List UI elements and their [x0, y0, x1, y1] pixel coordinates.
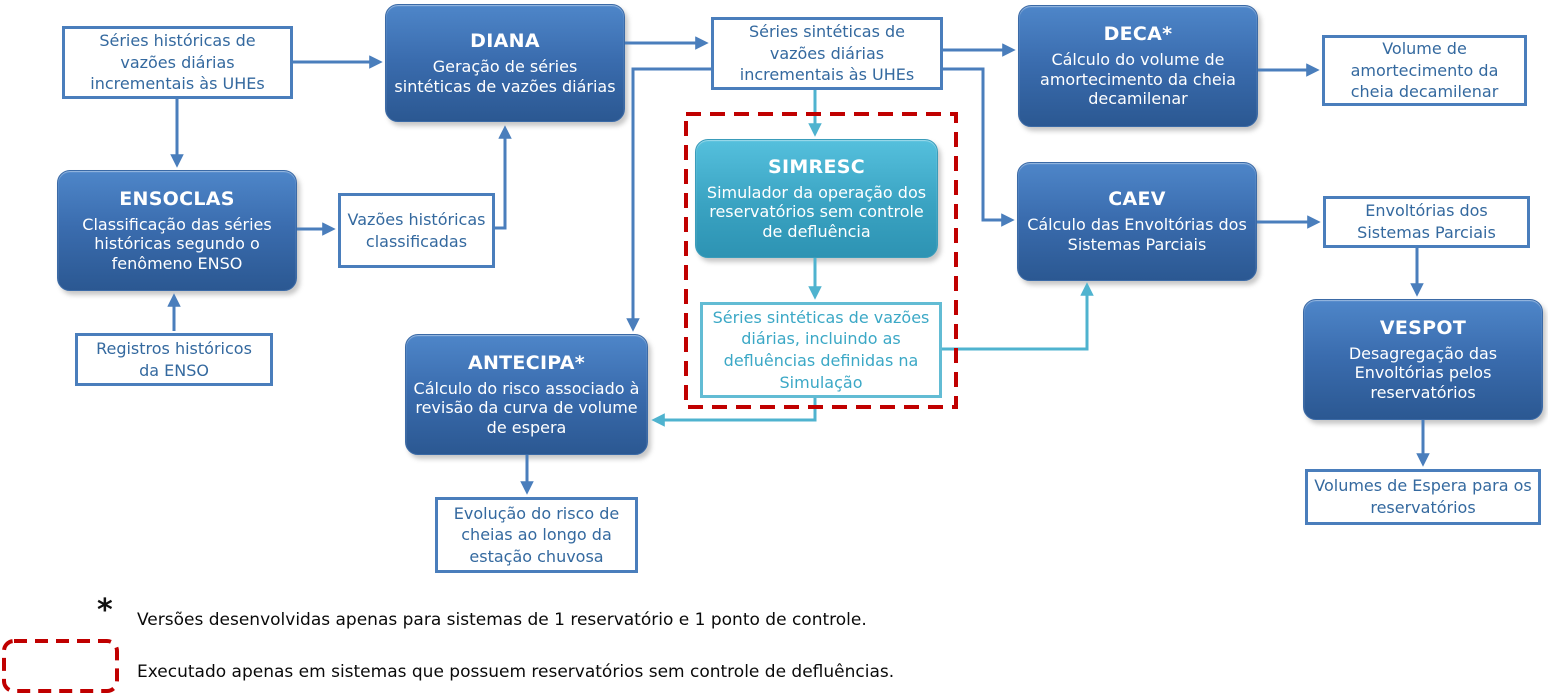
ensoclas-title: ENSOCLAS	[119, 187, 235, 210]
series-historicas-box	[62, 26, 293, 99]
deca-title: DECA*	[1103, 23, 1173, 46]
flow-series-sinteticas-to-caev	[943, 69, 1003, 220]
flow-series-simulacao-to-antecipa	[663, 398, 815, 420]
series-simulacao-label: Séries sintéticas de vazões diárias, incluindo as defluências definidas na Simulação	[712, 307, 930, 392]
caev-module	[1017, 162, 1257, 281]
legend-dashed-note: Executado apenas em sistemas que possuem reservatórios sem controle de defluências.	[137, 662, 895, 682]
antecipa-title: ANTECIPA*	[467, 351, 586, 374]
evolucao-risco-box	[435, 497, 638, 573]
ensoclas-desc: Classificação das séries históricas segundo o fenômeno ENSO	[82, 214, 272, 273]
envoltorias-label: Envoltórias dos Sistemas Parciais	[1357, 201, 1496, 242]
antecipa-desc: Cálculo do risco associado à revisão da curva de volume de espera	[413, 378, 640, 437]
vazoes-classificadas-label: Vazões históricas classificadas	[347, 209, 486, 251]
ensoclas-module	[57, 170, 297, 291]
simresc-desc: Simulador da operação dos reservatórios sem controle de defluência	[706, 182, 927, 241]
series-simulacao-box	[700, 302, 942, 398]
flow-series-simulacao-to-caev	[942, 294, 1087, 349]
vazoes-classificadas-box	[338, 193, 495, 268]
vespot-title: VESPOT	[1379, 316, 1467, 339]
deca-module	[1018, 5, 1258, 127]
volume-amortecimento-label: Volume de amortecimento da cheia decamilenar	[1350, 39, 1499, 102]
vespot-module	[1303, 299, 1543, 420]
diana-module	[385, 4, 625, 122]
series-sinteticas-label: Séries sintéticas de vazões diárias incrementais às UHEs	[739, 22, 915, 85]
deca-desc: Cálculo do volume de amortecimento da cheia decamilenar	[1040, 50, 1236, 109]
volume-amortecimento-box	[1322, 35, 1527, 106]
registros-enso-label: Registros históricos da ENSO	[96, 338, 252, 380]
legend-asterisk-note: Versões desenvolvidas apenas para sistemas de 1 reservatório e 1 ponto de controle.	[137, 610, 867, 630]
antecipa-module	[405, 334, 648, 455]
vespot-desc: Desagregação das Envoltórias pelos reservatórios	[1348, 343, 1498, 402]
legend-asterisk-symbol: *	[97, 593, 113, 628]
series-sinteticas-box	[711, 17, 943, 90]
diana-desc: Geração de séries sintéticas de vazões diárias	[394, 56, 616, 96]
caev-desc: Cálculo das Envoltórias dos Sistemas Parciais	[1027, 215, 1247, 254]
diana-title: DIANA	[470, 29, 540, 52]
evolucao-risco-label: Evolução do risco de cheias ao longo da estação chuvosa	[453, 503, 620, 566]
legend-dashed-box	[4, 641, 117, 691]
registros-enso-box	[75, 333, 273, 386]
volumes-espera-box	[1305, 469, 1541, 525]
volumes-espera-label: Volumes de Espera para os reservatórios	[1314, 476, 1532, 517]
series-historicas-label: Séries históricas de vazões diárias incrementais às UHEs	[90, 31, 265, 94]
simresc-module	[695, 139, 938, 258]
flow-vazoes-classificadas-to-diana	[495, 137, 505, 228]
caev-title: CAEV	[1108, 188, 1166, 211]
simresc-title: SIMRESC	[768, 155, 865, 178]
envoltorias-box	[1323, 196, 1530, 248]
